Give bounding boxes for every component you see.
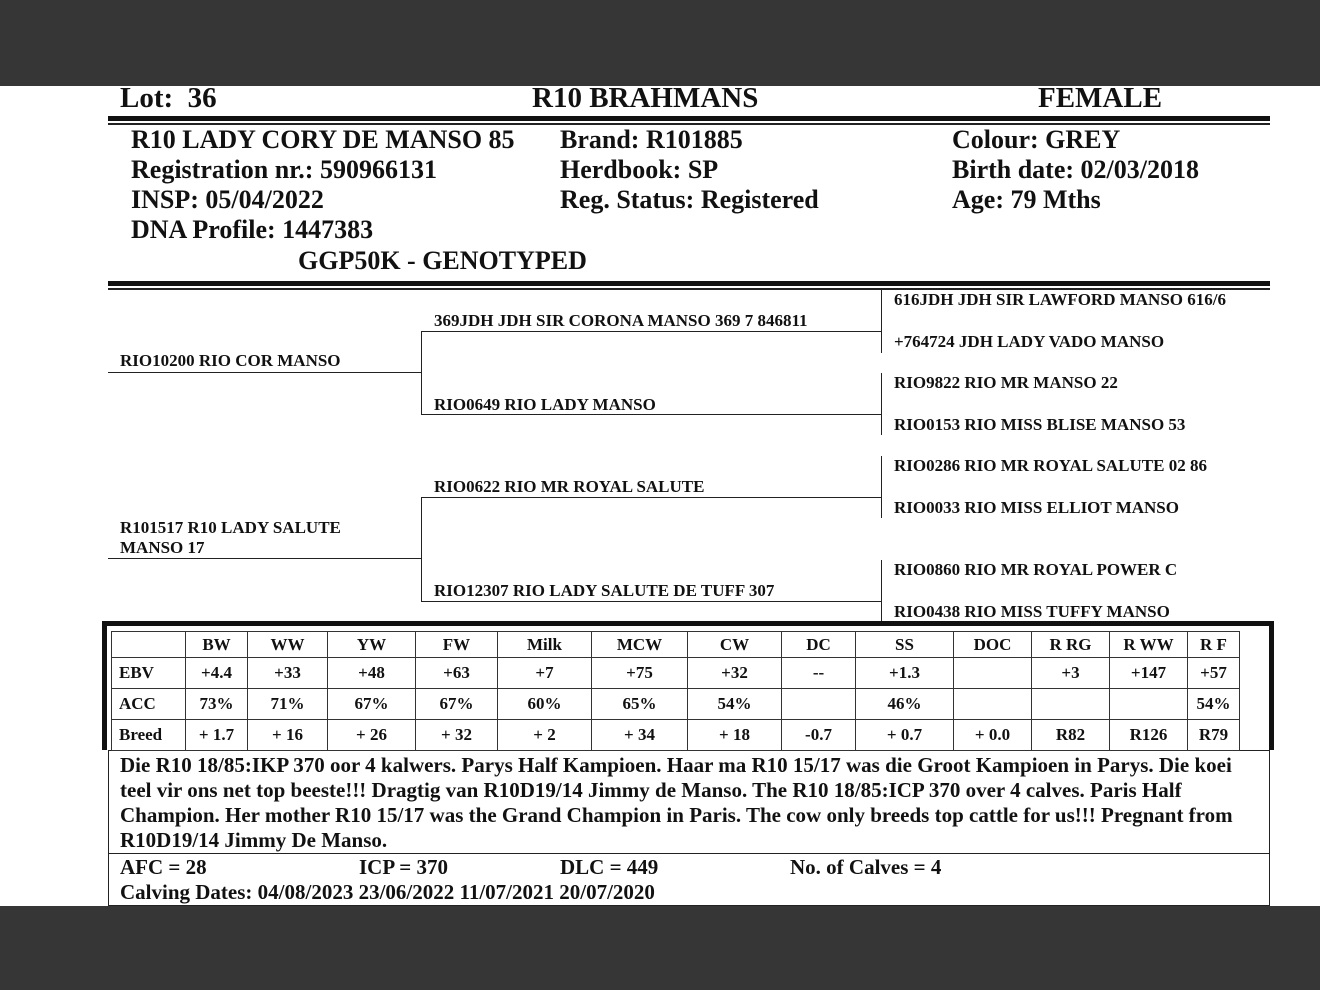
row-label: EBV (112, 658, 186, 689)
pedigree-dam-sire-line (421, 497, 882, 498)
table-cell: 73% (186, 689, 248, 720)
dna-profile: DNA Profile: 1447383 (131, 215, 374, 244)
colour: Colour: GREY (952, 125, 1121, 154)
table-cell: + 32 (416, 720, 498, 751)
table-cell (1032, 689, 1110, 720)
icp-value: ICP = 370 (359, 855, 448, 879)
info-rule-thick (108, 281, 1270, 286)
table-cell: R79 (1188, 720, 1240, 751)
table-row-breed (112, 720, 1240, 751)
col-header: CW (688, 632, 782, 658)
remarks-box (108, 750, 1270, 906)
table-cell: +147 (1110, 658, 1188, 689)
ebv-table (111, 631, 1240, 751)
pedigree-dam: R101517 R10 LADY SALUTE MANSO 17 (120, 518, 341, 557)
table-cell: + 18 (688, 720, 782, 751)
table-cell: R126 (1110, 720, 1188, 751)
pedigree-dam-line (108, 558, 422, 559)
col-header: Milk (498, 632, 592, 658)
pedigree-sire: RIO10200 RIO COR MANSO (120, 351, 341, 370)
genotype-status: GGP50K - GENOTYPED (298, 246, 587, 275)
row-label: Breed (112, 720, 186, 751)
pedigree-dam-bracket (421, 497, 422, 601)
ebv-table-header (112, 632, 1240, 658)
afc-value: AFC = 28 (120, 855, 207, 879)
breeder-name: R10 BRAHMANS (532, 86, 759, 114)
col-header: DC (782, 632, 856, 658)
age: Age: 79 Mths (952, 185, 1101, 214)
table-cell: + 26 (328, 720, 416, 751)
table-cell: +75 (592, 658, 688, 689)
col-header: FW (416, 632, 498, 658)
insp-date: INSP: 05/04/2022 (131, 185, 324, 214)
stats-frame-top (102, 621, 1274, 626)
table-cell: + 34 (592, 720, 688, 751)
col-header: R WW (1110, 632, 1188, 658)
brand: Brand: R101885 (560, 125, 743, 154)
pedigree-ggp-3: RIO9822 RIO MR MANSO 22 (894, 373, 1118, 392)
pedigree-sire-dam: RIO0649 RIO LADY MANSO (434, 395, 656, 414)
stats-frame-right (1269, 621, 1274, 750)
table-cell: 67% (416, 689, 498, 720)
table-cell (954, 658, 1032, 689)
col-header: MCW (592, 632, 688, 658)
table-cell: -0.7 (782, 720, 856, 751)
registration-number: Registration nr.: 590966131 (131, 155, 437, 184)
pedigree-ggp-1: 616JDH JDH SIR LAWFORD MANSO 616/6 (894, 290, 1226, 309)
table-cell: 54% (1188, 689, 1240, 720)
table-cell (954, 689, 1032, 720)
col-header: R F (1188, 632, 1240, 658)
calving-dates: Calving Dates: 04/08/2023 23/06/2022 11/07/2021 20/07/2020 (120, 880, 655, 904)
col-header: R RG (1032, 632, 1110, 658)
dlc-value: DLC = 449 (560, 855, 659, 879)
herdbook: Herdbook: SP (560, 155, 719, 184)
pedigree-ggp-2: +764724 JDH LADY VADO MANSO (894, 332, 1165, 351)
pedigree-ggp-7: RIO0860 RIO MR ROYAL POWER C (894, 560, 1178, 579)
table-cell: 60% (498, 689, 592, 720)
table-cell: + 2 (498, 720, 592, 751)
remarks-text: Die R10 18/85:IKP 370 oor 4 kalwers. Parys Half Kampioen. Haar ma R10 15/17 was die Groot Kampioen in Parys. Die koei teel vir ons net top beeste!!! Dragtig van R10D19/14 Jimmy de Manso. The R10 18/85:ICP 370 over 4 calves. Paris Half Champion. Her mother R10 15/17 was the Grand Champion in Paris. The cow only breeds top cattle for us!!! Pregnant from R10D19/14 Jimmy De Manso. (120, 753, 1233, 852)
table-cell: +63 (416, 658, 498, 689)
registration-status: Reg. Status: Registered (560, 185, 819, 214)
pedigree-ggp-bracket-4 (881, 560, 882, 622)
pedigree-sire-bracket (421, 331, 422, 414)
table-cell: -- (782, 658, 856, 689)
pedigree-ggp-5: RIO0286 RIO MR ROYAL SALUTE 02 86 (894, 456, 1207, 475)
col-header: YW (328, 632, 416, 658)
sex-label: FEMALE (1038, 86, 1163, 114)
table-cell (1110, 689, 1188, 720)
table-cell: +1.3 (856, 658, 954, 689)
col-header: WW (248, 632, 328, 658)
table-cell: + 1.7 (186, 720, 248, 751)
pedigree-ggp-bracket-3 (881, 456, 882, 518)
table-cell: + 0.0 (954, 720, 1032, 751)
table-cell: 71% (248, 689, 328, 720)
col-header: BW (186, 632, 248, 658)
table-cell: +3 (1032, 658, 1110, 689)
table-cell (782, 689, 856, 720)
pedigree-ggp-bracket-2 (881, 373, 882, 435)
pedigree-ggp-4: RIO0153 RIO MISS BLISE MANSO 53 (894, 415, 1186, 434)
table-cell: + 16 (248, 720, 328, 751)
table-cell: +33 (248, 658, 328, 689)
pedigree-sire-dam-line (421, 414, 882, 415)
lot-number (120, 86, 217, 115)
table-cell: + 0.7 (856, 720, 954, 751)
table-cell: +32 (688, 658, 782, 689)
row-label: ACC (112, 689, 186, 720)
animal-name: R10 LADY CORY DE MANSO 85 (131, 125, 515, 154)
table-cell: 67% (328, 689, 416, 720)
table-cell: 46% (856, 689, 954, 720)
calves-count: No. of Calves = 4 (790, 855, 942, 879)
table-cell: +7 (498, 658, 592, 689)
pedigree-sire-sire: 369JDH JDH SIR CORONA MANSO 369 7 846811 (434, 311, 808, 330)
pedigree-dam-dam-line (421, 601, 882, 602)
lot-value: 36 (187, 86, 217, 114)
pedigree-ggp-8: RIO0438 RIO MISS TUFFY MANSO (894, 602, 1170, 621)
table-cell: +48 (328, 658, 416, 689)
lot-sheet (0, 86, 1320, 906)
remarks-divider (109, 853, 1269, 854)
table-row-acc (112, 689, 1240, 720)
pedigree-dam-sire: RIO0622 RIO MR ROYAL SALUTE (434, 477, 705, 496)
pedigree-sire-sire-line (421, 331, 882, 332)
table-row-ebv (112, 658, 1240, 689)
pedigree-dam-dam: RIO12307 RIO LADY SALUTE DE TUFF 307 (434, 581, 775, 600)
header-rule-thick (108, 116, 1270, 121)
stats-frame-left (102, 621, 107, 750)
col-header: SS (856, 632, 954, 658)
col-header: DOC (954, 632, 1032, 658)
table-cell: +4.4 (186, 658, 248, 689)
lot-label: Lot: (120, 86, 174, 114)
table-cell: 54% (688, 689, 782, 720)
pedigree-ggp-bracket-1 (881, 290, 882, 353)
table-cell: R82 (1032, 720, 1110, 751)
pedigree-ggp-6: RIO0033 RIO MISS ELLIOT MANSO (894, 498, 1179, 517)
table-cell: 65% (592, 689, 688, 720)
table-cell: +57 (1188, 658, 1240, 689)
birth-date: Birth date: 02/03/2018 (952, 155, 1199, 184)
col-header (112, 632, 186, 658)
pedigree-sire-line (108, 372, 422, 373)
